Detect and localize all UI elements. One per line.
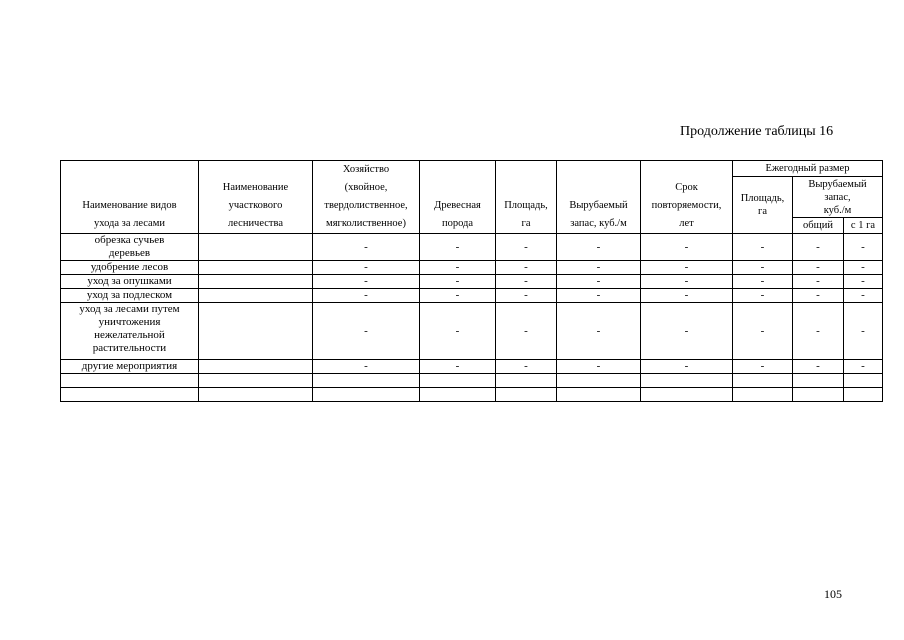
table-row: уход за лесами путем уничтожения нежелательной растительности - - - - - - - - [61,303,883,360]
table-row: удобрение лесов - - - - - - - - [61,261,883,275]
header-annual-total: общий [793,218,844,234]
table-row: уход за подлеском - - - - - - - - [61,289,883,303]
header-repeat-period: Срок повторяемости, лет [641,161,733,234]
header-forestry-name: Наименование участкового лесничества [199,161,313,234]
header-annual-area: Площадь, га [733,177,793,234]
header-felling-stock: Вырубаемый запас, куб./м [557,161,641,234]
row-label: обрезка сучьев деревьев [61,234,199,261]
table-row: другие мероприятия - - - - - - - - [61,360,883,374]
row-label: уход за лесами путем уничтожения нежелательной растительности [61,303,199,360]
page-number: 105 [824,587,842,601]
table-row: обрезка сучьев деревьев - - - - - - - - [61,234,883,261]
row-label: уход за подлеском [61,289,199,303]
header-annual-per-ha: с 1 га [844,218,883,234]
header-economy-type: Хозяйство (хвойное, твердолиственное, мягколиственное) [313,161,420,234]
header-annual-size: Ежегодный размер [733,161,883,177]
header-area: Площадь, га [496,161,557,234]
header-care-type: Наименование видов ухода за лесами [61,161,199,234]
table-row: уход за опушками - - - - - - - - [61,275,883,289]
table-row-empty [61,374,883,388]
header-annual-stock: Вырубаемый запас, куб./м [793,177,883,218]
row-label: уход за опушками [61,275,199,289]
row-label: удобрение лесов [61,261,199,275]
table-row-empty [61,388,883,402]
table-caption: Продолжение таблицы 16 [680,124,834,139]
forest-care-table [60,160,883,402]
header-tree-species: Древесная порода [420,161,496,234]
row-label: другие мероприятия [61,360,199,374]
